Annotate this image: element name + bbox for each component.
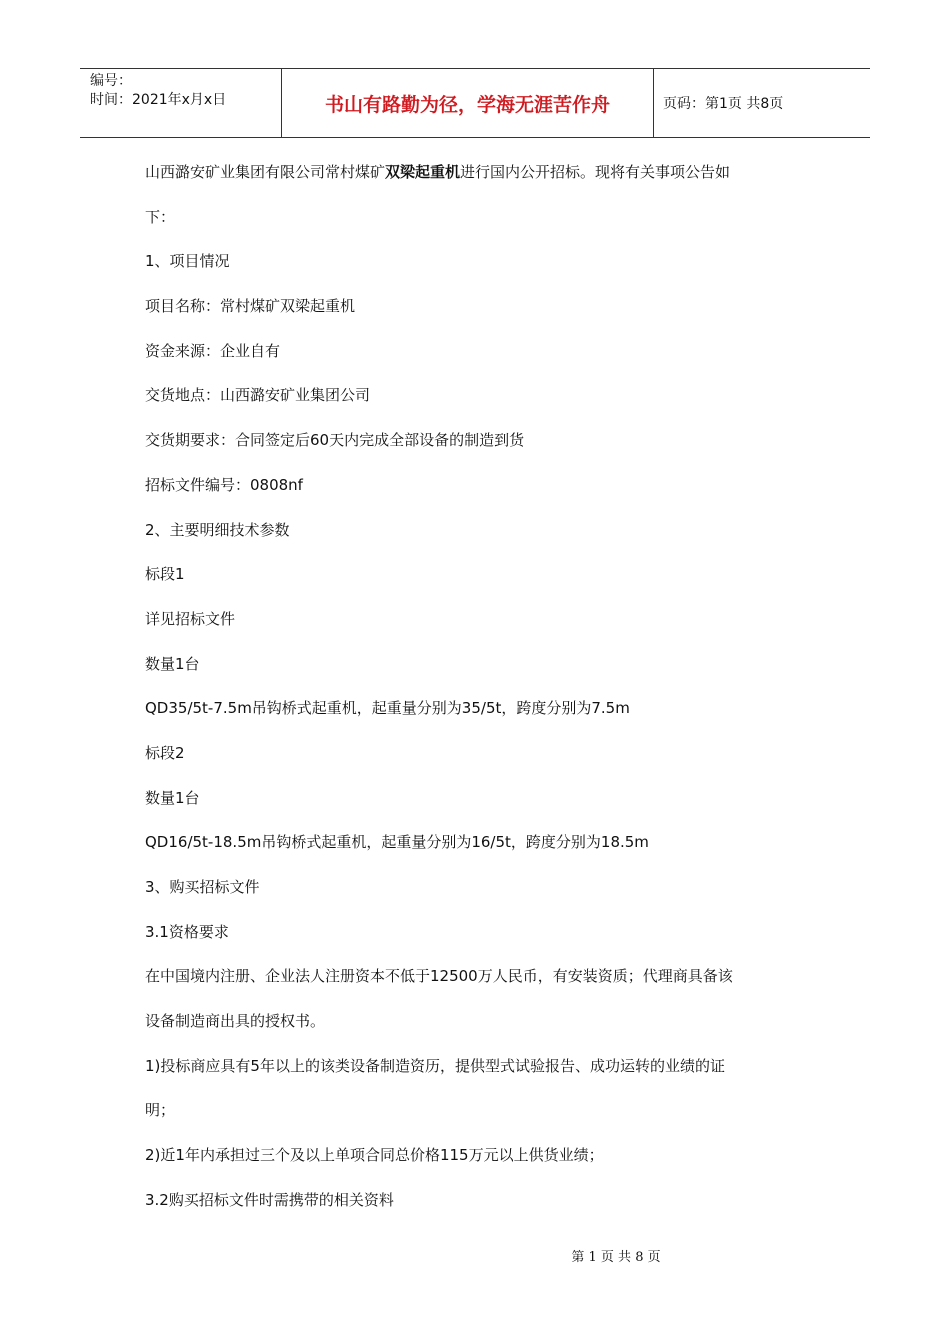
header-motto: 书山有路勤为径，学海无涯苦作舟 [281,69,654,137]
lot-1-quantity: 数量1台 [145,654,200,673]
section-heading-project: 1、项目情况 [145,252,230,271]
header-page-info: 页码：第1页 共8页 [663,96,784,112]
requirement-2: 2)近1年内承担过三个及以上单项合同总价格115万元以上供货业绩； [145,1146,604,1165]
document-body [145,150,815,1223]
intro-bold-term: 双梁起重机 [385,163,461,181]
intro-continuation: 下： [145,207,176,226]
lot-1-spec: QD35/5t-7.5m吊钩桥式起重机，起重量分别为35/5t，跨度分别为7.5m [145,699,630,718]
section-heading-purchase: 3、购买招标文件 [145,878,260,896]
document-header [80,68,870,138]
requirement-1-cont: 明； [145,1101,176,1120]
lot-1-details: 详见招标文件 [145,609,236,628]
requirement-1: 1)投标商应具有5年以上的该类设备制造资历，提供型式试验报告、成功运转的业绩的证 [145,1056,725,1075]
section-heading-params: 2、主要明细技术参数 [145,520,290,539]
lot-2-label: 标段2 [145,743,185,762]
lot-1-label: 标段1 [145,565,185,584]
qualification-text: 在中国境内注册、企业法人注册资本不低于12500万人民币，有安装资质；代理商具备该 [145,967,733,986]
page-footer: 第 1 页 共 8 页 [571,1250,661,1265]
doc-date: 时间：2021年x月x日 [90,92,227,108]
qualification-text-cont: 设备制造商出具的授权书。 [145,1012,326,1031]
delivery-location: 交货地点：山西潞安矿业集团公司 [145,386,371,405]
doc-number-label: 编号： [90,73,132,89]
header-meta [80,69,281,137]
tender-doc-number: 招标文件编号：0808nf [145,475,303,494]
intro-paragraph [145,150,815,195]
project-name: 项目名称：常村煤矿双梁起重机 [145,297,356,316]
subsection-materials: 3.2购买招标文件时需携带的相关资料 [145,1190,394,1209]
funding-source: 资金来源：企业自有 [145,341,281,360]
subsection-qualification: 3.1资格要求 [145,922,229,941]
lot-2-quantity: 数量1台 [145,788,200,807]
intro-text-start: 山西潞安矿业集团有限公司常村煤矿 [145,163,386,181]
intro-text-end: 进行国内公开招标。现将有关事项公告如 [460,163,731,181]
delivery-period: 交货期要求：合同签定后60天内完成全部设备的制造到货 [145,431,525,450]
lot-2-spec: QD16/5t-18.5m吊钩桥式起重机，起重量分别为16/5t，跨度分别为18.5m [145,833,649,852]
